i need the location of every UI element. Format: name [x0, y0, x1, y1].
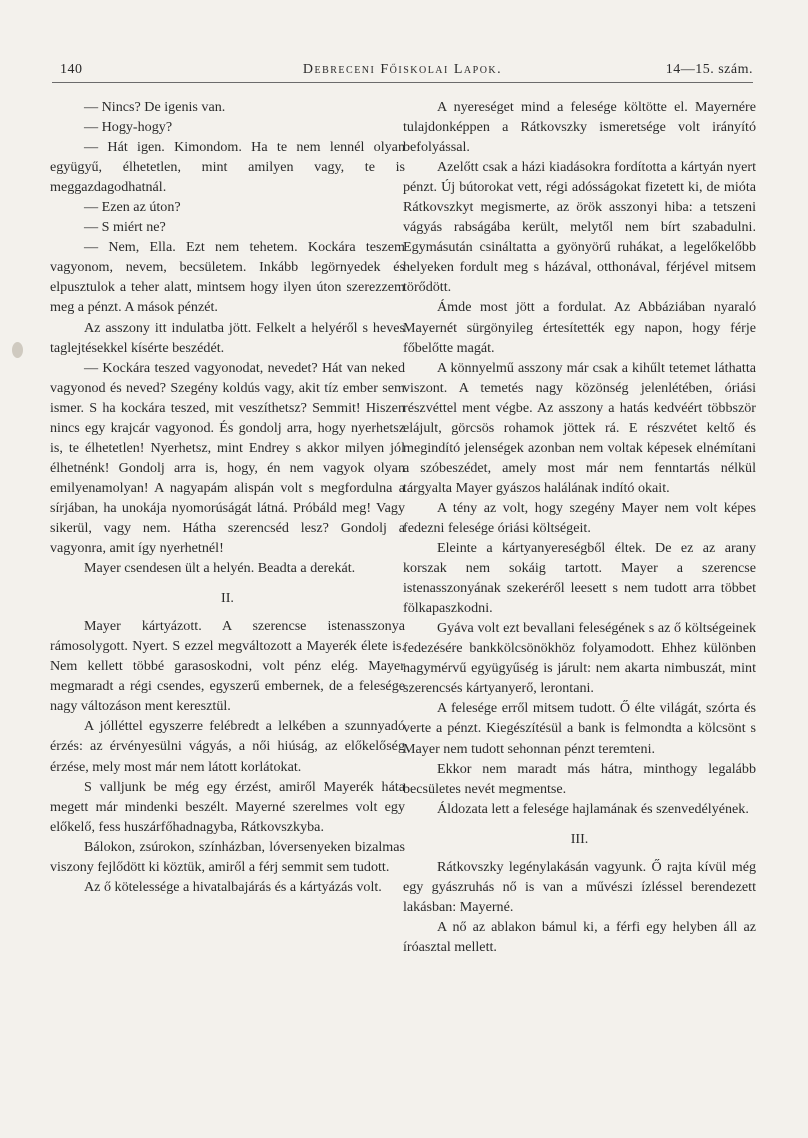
right-column	[403, 97, 756, 957]
paragraph: Ekkor nem maradt más hátra, minthogy legalább becsületes nevét megmentse.	[403, 760, 756, 797]
header-rule	[52, 82, 753, 83]
paragraph: A felesége erről mitsem tudott. Ő élte világát, szórta és verte a pénzt. Kiegészítésül a bank is felmondta a kölcsönt s Mayer nem tudott sehonnan pénzt teremteni.	[403, 700, 756, 757]
paragraph: A nő az ablakon bámul ki, a férfi egy helyben áll az íróasztal mellett.	[403, 918, 756, 955]
paragraph: Mayer csendesen ült a helyén. Beadta a derekát.	[84, 560, 356, 577]
paragraph: Rátkovszky legénylakásán vagyunk. Ő rajta kívül még egy gyászruhás nő is van a művészi ízléssel berendezett lakásban: Mayerné.	[403, 858, 756, 915]
paragraph: A nyereséget mind a felesége költötte el. Mayernére tulajdonképpen a Rátkovszky ismeretsége volt irányító befolyással.	[403, 99, 756, 156]
paragraph: — Kockára teszed vagyonodat, nevedet? Hát van neked vagyonod és neved? Szegény koldús vagy, akit tíz ember sem ismer. S ha kockára teszed, mit veszíthetsz? Semmit! Hiszen nincs egy krajcár vagyonod. És gondolj arra, hogy nyerhetsz is, te élhetetlen! Nyerhetsz, mint Endrey s akkor milyen jól élhetnénk! Gondolj arra is, hogy, én nem vagyok olyan emilyenamolyan! A nagyapám alispán volt s megfordulna a sírjában, ha unokája nyomorúságát látná. Próbáld meg! Vagy sikerül, vagy nem. Hátha szerencséd lesz? Gondolj a vagyonra, amit így nyerhetnél!	[50, 359, 405, 557]
paragraph: Gyáva volt ezt bevallani feleségének s az ő költségeinek fedezésére bankkölcsönökhöz folyamodott. Ehhez különben nagymérvű együgyűség is járult: nem akarta nimbuszát, mint szerencsés kártyanyerő, lerontani.	[403, 620, 756, 697]
paragraph: A tény az volt, hogy szegény Mayer nem volt képes fedezni felesége óriási költségeit.	[403, 499, 756, 536]
paragraph: Ámde most jött a fordulat. Az Abbáziában nyaraló Mayernét sürgönyileg értesítették egy napon, hogy férje főbelőtte magát.	[403, 299, 756, 356]
page-header	[52, 62, 753, 82]
issue-number: 14—15. szám.	[665, 62, 753, 77]
paragraph: A jólléttel egyszerre felébredt a lelkében a szunnyadó érzés: az érvényesülni vágyás, a női hiúság, az előkelőség érzése, mely most már nem látott korlátokat.	[50, 718, 405, 775]
paragraph: Áldozata lett a felesége hajlamának és szenvedélyének.	[437, 800, 749, 817]
ink-blot	[12, 342, 23, 358]
journal-title: Debreceni Főiskolai Lapok.	[302, 62, 503, 77]
paragraph: — Nem, Ella. Ezt nem tehetem. Kockára teszem vagyonom, nevem, becsületem. Inkább legörnyedek és elpusztulok a teher alatt, mintsem hogy ilyen úton szerezzem meg a pénzt. A mások pénzét.	[50, 239, 405, 316]
paragraph: S valljunk be még egy érzést, amiről Mayerék háta megett már mindenki beszélt. Mayerné szerelmes volt egy előkelő, fess huszárfőhadnagyba, Rátkovszkyba.	[50, 778, 405, 835]
paragraph: Eleinte a kártyanyereségből éltek. De ez az arany korszak nem sokáig tartott. Mayer a szerencse istenasszonyának szekeréről leesett s nem tudott arra többet fölkapaszkodni.	[403, 540, 756, 617]
paragraph: A könnyelmű asszony már csak a kihűlt tetemet láthatta viszont. A temetés nagy közönség jelenlétében, óriási részvéttel ment végbe. Az asszony a hatás kedvéért többször elájult, görcsös rohamok jöttek rá. E részvétet keltő és megindító jelenségek azonban nem voltak képesek elnémítani a szóbeszédet, amely most már nem fenntartás nélkül tárgyalta Mayer gyászos halálának indító okait.	[403, 359, 756, 496]
section-heading-iii: III.	[570, 830, 589, 847]
page-number: 140	[60, 62, 83, 77]
paragraph: — Ezen az úton?	[84, 199, 181, 216]
paragraph: — S miért ne?	[84, 219, 166, 236]
section-heading-ii: II.	[221, 590, 234, 607]
paragraph: — Nincs? De igenis van.	[84, 99, 226, 115]
paragraph: Mayer kártyázott. A szerencse istenasszonya rámosolygott. Nyert. S ezzel megváltozott a Mayerék élete is. Nem kellett többé garasoskodni, volt pénz elég. Mayer megmaradt a régi csendes, egyszerű embernek, de a felesége nagy változáson ment keresztül.	[50, 618, 405, 715]
paragraph: — Hát igen. Kimondom. Ha te nem lennél olyan együgyű, élhetetlen, mint amilyen vagy, te is meggazdagodhatnál.	[50, 139, 405, 196]
paragraph: Azelőtt csak a házi kiadásokra fordította a kártyán nyert pénzt. Új bútorokat vett, régi adósságokat fizetett ki, de mióta Rátkovszkyt megismerte, az örök asszonyi hiba: a tetszeni vágyás rabságába került, melytől nem bírt szabadulni. Egymásután csináltatta a gyönyörű ruhákat, a legelőkelőbb helyeken fordult meg s házával, otthonával, férjével mitsem törődött.	[403, 159, 756, 296]
paragraph: Az asszony itt indulatba jött. Felkelt a helyéről s heves taglejtésekkel kísérte beszédét.	[50, 319, 405, 356]
paragraph: — Hogy-hogy?	[84, 119, 173, 136]
paragraph: Bálokon, zsúrokon, színházban, lóversenyeken bizalmas viszony fejlődött ki köztük, amiről a férj semmit sem tudott.	[50, 838, 405, 875]
left-column	[50, 97, 405, 897]
paragraph: Az ő kötelessége a hivatalbajárás és a kártyázás volt.	[84, 878, 382, 895]
